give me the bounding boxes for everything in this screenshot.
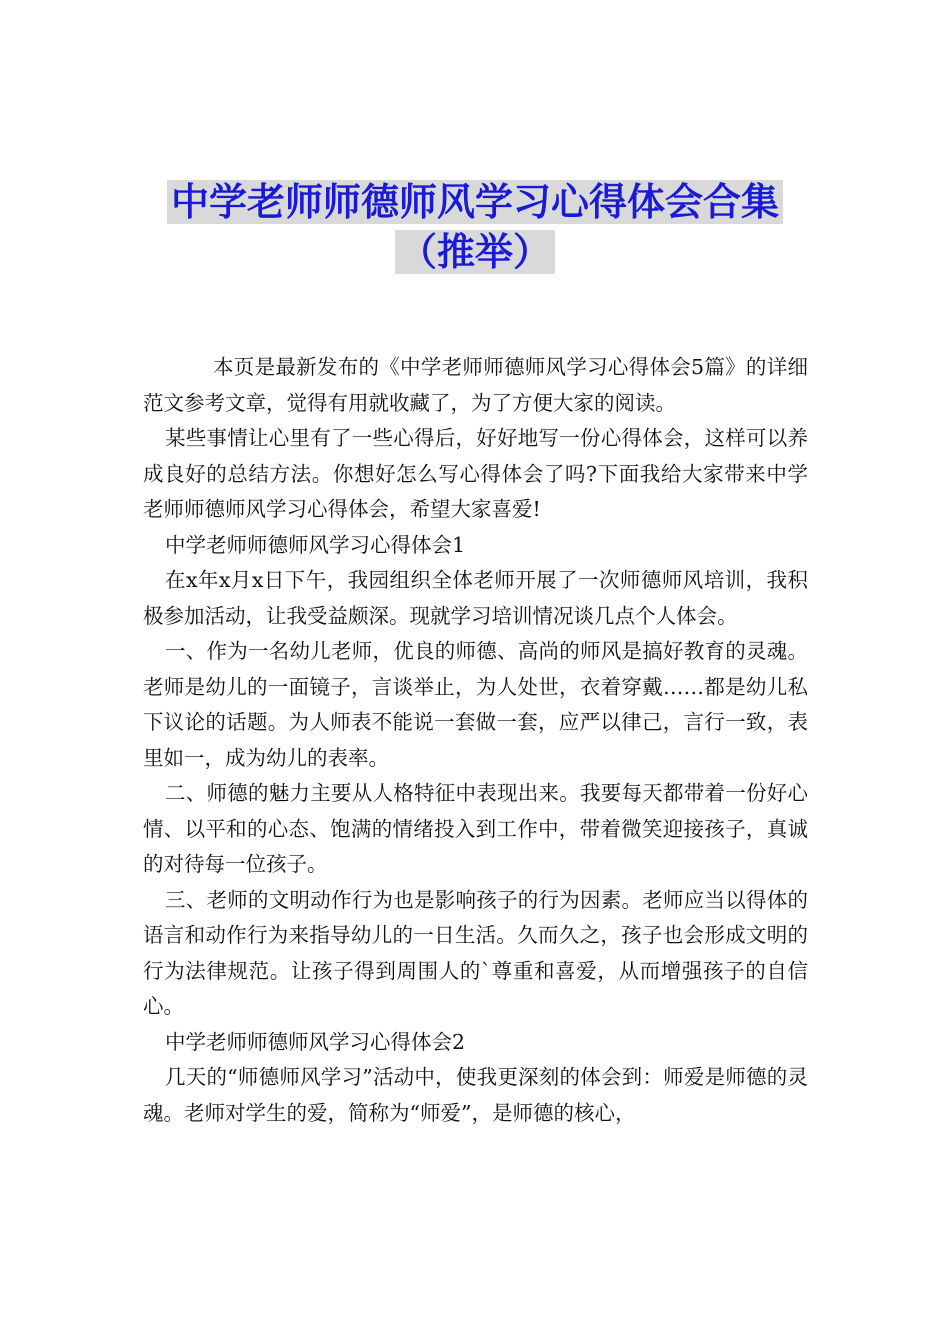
body-paragraph: 三、老师的文明动作行为也是影响孩子的行为因素。老师应当以得体的语言和动作行为来指导幼儿的一日生活。久而久之，孩子也会形成文明的行为法律规范。让孩子得到周围人的`尊重和喜爱，从而增强孩子的自信心。 bbox=[143, 887, 808, 1018]
body-paragraph: 一、作为一名幼儿老师，优良的师德、高尚的师风是搞好教育的灵魂。老师是幼儿的一面镜子，言谈举止，为人处世，衣着穿戴……都是幼儿私下议论的话题。为人师表不能说一套做一套，应严以律己，言行一致，表里如一，成为幼儿的表率。 bbox=[143, 639, 808, 770]
body-paragraph: 在x年x月x日下午，我园组织全体老师开展了一次师德师风培训，我积极参加活动，让我受益颇深。现就学习培训情况谈几点个人体会。 bbox=[143, 568, 808, 628]
intro-paragraph: 本页是最新发布的《中学老师师德师风学习心得体会5篇》的详细范文参考文章，觉得有用就收藏了，为了方便大家的阅读。 bbox=[143, 355, 808, 415]
document-body bbox=[143, 350, 808, 1131]
body-paragraph: 某些事情让心里有了一些心得后，好好地写一份心得体会，这样可以养成良好的总结方法。你想好怎么写心得体会了吗?下面我给大家带来中学老师师德师风学习心得体会，希望大家喜爱! bbox=[143, 426, 808, 521]
document-title-suffix bbox=[0, 228, 950, 276]
body-paragraph: 几天的“师德师风学习”活动中，使我更深刻的体会到：师爱是师德的灵魂。老师对学生的爱，简称为“师爱”，是师德的核心， bbox=[143, 1065, 808, 1125]
section-heading-1: 中学老师师德师风学习心得体会1 bbox=[165, 532, 466, 557]
document-title-line-1: 中学老师师德师风学习心得体会合集 bbox=[167, 180, 783, 224]
body-paragraph: 二、师德的魅力主要从人格特征中表现出来。我要每天都带着一份好心情、以平和的心态、饱满的情绪投入到工作中，带着微笑迎接孩子，真诚的对待每一位孩子。 bbox=[143, 781, 808, 876]
document-title bbox=[0, 178, 950, 226]
document-title-line-2: （推举） bbox=[395, 230, 555, 274]
section-heading-2: 中学老师师德师风学习心得体会2 bbox=[165, 1029, 466, 1054]
